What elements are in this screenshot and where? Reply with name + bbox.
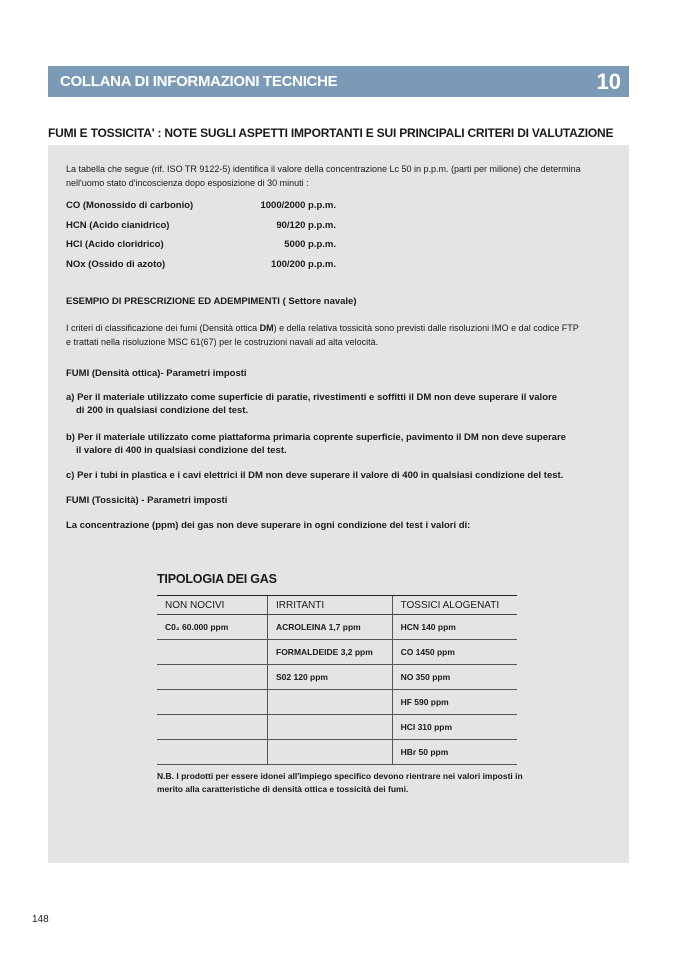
gas-table <box>157 595 517 765</box>
rule-b-line-1: b) Per il materiale utilizzato come piattaforma primaria coprente superficie, pavimento il DM non deve superare <box>66 432 566 443</box>
gas-name: CO (Monossido di carbonio) <box>66 200 194 211</box>
table-row <box>157 690 517 715</box>
table-cell <box>268 715 393 740</box>
table-row <box>157 665 517 690</box>
table-cell: ACROLEINA 1,7 ppm <box>268 615 393 640</box>
note-line-2: merito alla caratteristiche di densità ottica e tossicità dei fumi. <box>157 784 409 794</box>
gas-value: 5000 p.p.m. <box>284 239 336 250</box>
table-cell: S02 120 ppm <box>268 665 393 690</box>
gas-value: 1000/2000 p.p.m. <box>260 200 336 211</box>
rule-b <box>66 431 616 457</box>
gas-name: HCl (Acido cloridrico) <box>66 239 164 250</box>
example-heading: ESEMPIO DI PRESCRIZIONE ED ADEMPIMENTI ( Settore navale) <box>66 296 357 307</box>
table-cell: FORMALDEIDE 3,2 ppm <box>268 640 393 665</box>
gas-value: 90/120 p.p.m. <box>276 220 336 231</box>
table-cell <box>268 690 393 715</box>
gas-value: 100/200 p.p.m. <box>271 259 336 270</box>
note-line-1: N.B. I prodotti per essere idonei all'impiego specifico devono rientrare nei valori imposti in <box>157 771 523 781</box>
criteria-paragraph <box>66 321 621 349</box>
note-paragraph <box>157 770 537 796</box>
table-row <box>157 740 517 765</box>
table-cell: HBr 50 ppm <box>392 740 517 765</box>
gas-row <box>66 259 336 275</box>
header-title: COLLANA DI INFORMAZIONI TECNICHE <box>60 73 338 90</box>
column-header: NON NOCIVI <box>157 596 268 615</box>
table-cell: HCl 310 ppm <box>392 715 517 740</box>
gas-row <box>66 200 336 216</box>
table-cell <box>157 740 268 765</box>
column-header: IRRITANTI <box>268 596 393 615</box>
intro-line-1: La tabella che segue (rif. ISO TR 9122-5) identifica il valore della concentrazione Lc 50 in p.p.m. (parti per milione) che determina <box>66 164 581 174</box>
chapter-number: 10 <box>596 68 621 94</box>
table-cell: CO 1450 ppm <box>392 640 517 665</box>
column-header: TOSSICI ALOGENATI <box>392 596 517 615</box>
table-cell <box>268 740 393 765</box>
intro-line-2: nell'uomo stato d'incoscienza dopo esposizione di 30 minuti : <box>66 178 309 188</box>
rule-b-line-2: il valore di 400 in qualsiasi condizione del test. <box>76 445 287 456</box>
fumi-toxicity-heading: FUMI (Tossicità) - Parametri imposti <box>66 495 228 506</box>
table-cell <box>157 665 268 690</box>
section-title: FUMI E TOSSICITA' : NOTE SUGLI ASPETTI IMPORTANTI E SUI PRINCIPALI CRITERI DI VALUTAZIONE <box>48 126 614 140</box>
table-cell <box>157 715 268 740</box>
table-cell <box>157 640 268 665</box>
criteria-post: ) e della relativa tossicità sono previsti dalle risoluzioni IMO e dal codice FTP <box>273 323 579 333</box>
table-title: TIPOLOGIA DEI GAS <box>157 572 277 586</box>
rule-a-line-1: a) Per il materiale utilizzato come superficie di paratie, rivestimenti e soffitti il DM non deve superare il valore <box>66 392 557 403</box>
criteria-dm: DM <box>259 323 274 333</box>
rule-a <box>66 391 616 417</box>
criteria-line-2: e trattati nella risoluzione MSC 61(67) per le costruzioni navali ad alta velocità. <box>66 337 379 347</box>
table-row <box>157 615 517 640</box>
table-cell: HCN 140 ppm <box>392 615 517 640</box>
table-header-row <box>157 596 517 615</box>
table-cell: NO 350 ppm <box>392 665 517 690</box>
rule-c: c) Per i tubi in plastica e i cavi elettrici il DM non deve superare il valore di 400 in qualsiasi condizione del test. <box>66 470 564 481</box>
table-cell <box>157 690 268 715</box>
page-number: 148 <box>32 914 49 925</box>
table-cell: C0₂ 60.000 ppm <box>157 615 268 640</box>
gas-row <box>66 239 336 255</box>
criteria-pre: I criteri di classificazione dei fumi (Densità ottica <box>66 323 260 333</box>
intro-paragraph <box>66 162 616 190</box>
table-row <box>157 640 517 665</box>
table-row <box>157 715 517 740</box>
concentration-text: La concentrazione (ppm) dei gas non deve superare in ogni condizione del test i valori di: <box>66 520 471 531</box>
header-band <box>48 66 629 97</box>
fumi-density-heading: FUMI (Densità ottica)- Parametri imposti <box>66 368 247 379</box>
table-cell: HF 590 ppm <box>392 690 517 715</box>
rule-a-line-2: di 200 in qualsiasi condizione del test. <box>76 405 249 416</box>
criteria-line-1 <box>66 321 621 335</box>
gas-name: NOx (Ossido di azoto) <box>66 259 166 270</box>
gas-name: HCN (Acido cianidrico) <box>66 220 170 231</box>
gas-row <box>66 220 336 236</box>
